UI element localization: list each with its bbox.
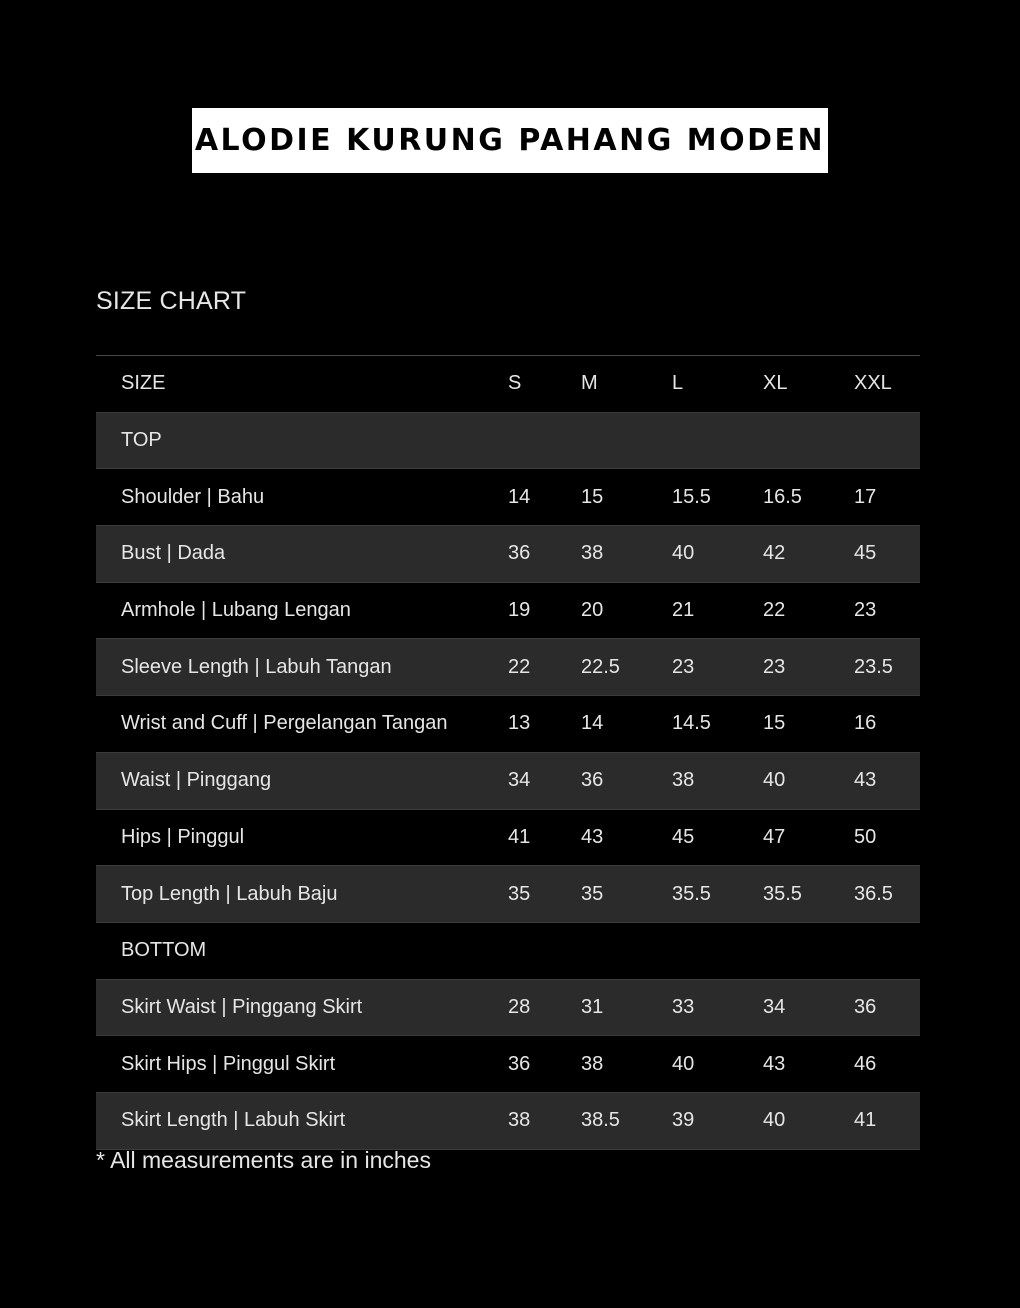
row-label: Hips | Pinggul (121, 825, 245, 848)
header-size-l: L (672, 372, 684, 395)
value-m: 38 (581, 542, 604, 565)
value-l: 23 (672, 655, 695, 678)
value-xxl: 45 (854, 542, 877, 565)
table-header-row (96, 356, 920, 413)
group-label: BOTTOM (121, 939, 207, 962)
table-row (96, 469, 920, 526)
table-row (96, 980, 920, 1037)
table-row (96, 526, 920, 583)
header-size-s: S (508, 372, 522, 395)
value-s: 13 (508, 712, 531, 735)
value-s: 28 (508, 995, 531, 1018)
value-xxl: 50 (854, 825, 877, 848)
header-size-label: SIZE (121, 372, 166, 395)
value-xl: 23 (763, 655, 786, 678)
value-xl: 34 (763, 995, 786, 1018)
row-label: Shoulder | Bahu (121, 485, 265, 508)
page-title: ALODIE KURUNG PAHANG MODEN (194, 123, 826, 158)
value-m: 38 (581, 1052, 604, 1075)
section-heading: SIZE CHART (96, 287, 247, 315)
value-l: 33 (672, 995, 695, 1018)
value-m: 31 (581, 995, 604, 1018)
value-xxl: 16 (854, 712, 877, 735)
value-m: 15 (581, 485, 604, 508)
value-l: 45 (672, 825, 695, 848)
value-xxl: 36.5 (854, 882, 893, 905)
value-l: 35.5 (672, 882, 711, 905)
value-s: 41 (508, 825, 531, 848)
table-row (96, 753, 920, 810)
row-label: Waist | Pinggang (121, 769, 272, 792)
value-xxl: 23 (854, 599, 877, 622)
table-row (96, 810, 920, 867)
group-row-top (96, 413, 920, 470)
group-row-bottom (96, 923, 920, 980)
table-row (96, 583, 920, 640)
value-s: 19 (508, 599, 531, 622)
group-label: TOP (121, 429, 162, 452)
value-l: 21 (672, 599, 695, 622)
value-m: 14 (581, 712, 604, 735)
header-size-xl: XL (763, 372, 788, 395)
row-label: Bust | Dada (121, 542, 226, 565)
row-label: Sleeve Length | Labuh Tangan (121, 655, 392, 678)
value-m: 35 (581, 882, 604, 905)
value-xxl: 36 (854, 995, 877, 1018)
value-s: 36 (508, 1052, 531, 1075)
value-m: 38.5 (581, 1109, 620, 1132)
value-xl: 43 (763, 1052, 786, 1075)
value-xl: 16.5 (763, 485, 802, 508)
value-s: 38 (508, 1109, 531, 1132)
table-row (96, 1093, 920, 1150)
value-xl: 47 (763, 825, 786, 848)
header-size-xxl: XXL (854, 372, 892, 395)
value-xl: 40 (763, 769, 786, 792)
value-s: 34 (508, 769, 531, 792)
value-xl: 42 (763, 542, 786, 565)
table-row (96, 639, 920, 696)
value-xxl: 43 (854, 769, 877, 792)
value-l: 15.5 (672, 485, 711, 508)
value-l: 14.5 (672, 712, 711, 735)
row-label: Armhole | Lubang Lengan (121, 599, 351, 622)
table-row (96, 696, 920, 753)
header-size-m: M (581, 372, 598, 395)
value-m: 43 (581, 825, 604, 848)
value-l: 39 (672, 1109, 695, 1132)
row-label: Wrist and Cuff | Pergelangan Tangan (121, 712, 448, 735)
value-l: 40 (672, 1052, 695, 1075)
title-banner (192, 108, 828, 173)
value-xxl: 23.5 (854, 655, 893, 678)
value-xl: 15 (763, 712, 786, 735)
value-xxl: 17 (854, 485, 877, 508)
value-s: 35 (508, 882, 531, 905)
value-xxl: 41 (854, 1109, 877, 1132)
value-xl: 40 (763, 1109, 786, 1132)
value-l: 38 (672, 769, 695, 792)
value-s: 14 (508, 485, 531, 508)
value-s: 36 (508, 542, 531, 565)
footnote: * All measurements are in inches (96, 1147, 431, 1173)
table-row (96, 866, 920, 923)
row-label: Skirt Length | Labuh Skirt (121, 1109, 346, 1132)
value-m: 22.5 (581, 655, 620, 678)
value-xl: 22 (763, 599, 786, 622)
value-s: 22 (508, 655, 531, 678)
row-label: Skirt Waist | Pinggang Skirt (121, 995, 363, 1018)
value-xxl: 46 (854, 1052, 877, 1075)
row-label: Top Length | Labuh Baju (121, 882, 338, 905)
value-xl: 35.5 (763, 882, 802, 905)
table-row (96, 1036, 920, 1093)
value-l: 40 (672, 542, 695, 565)
row-label: Skirt Hips | Pinggul Skirt (121, 1052, 336, 1075)
size-chart-table (96, 355, 920, 1150)
value-m: 36 (581, 769, 604, 792)
value-m: 20 (581, 599, 604, 622)
